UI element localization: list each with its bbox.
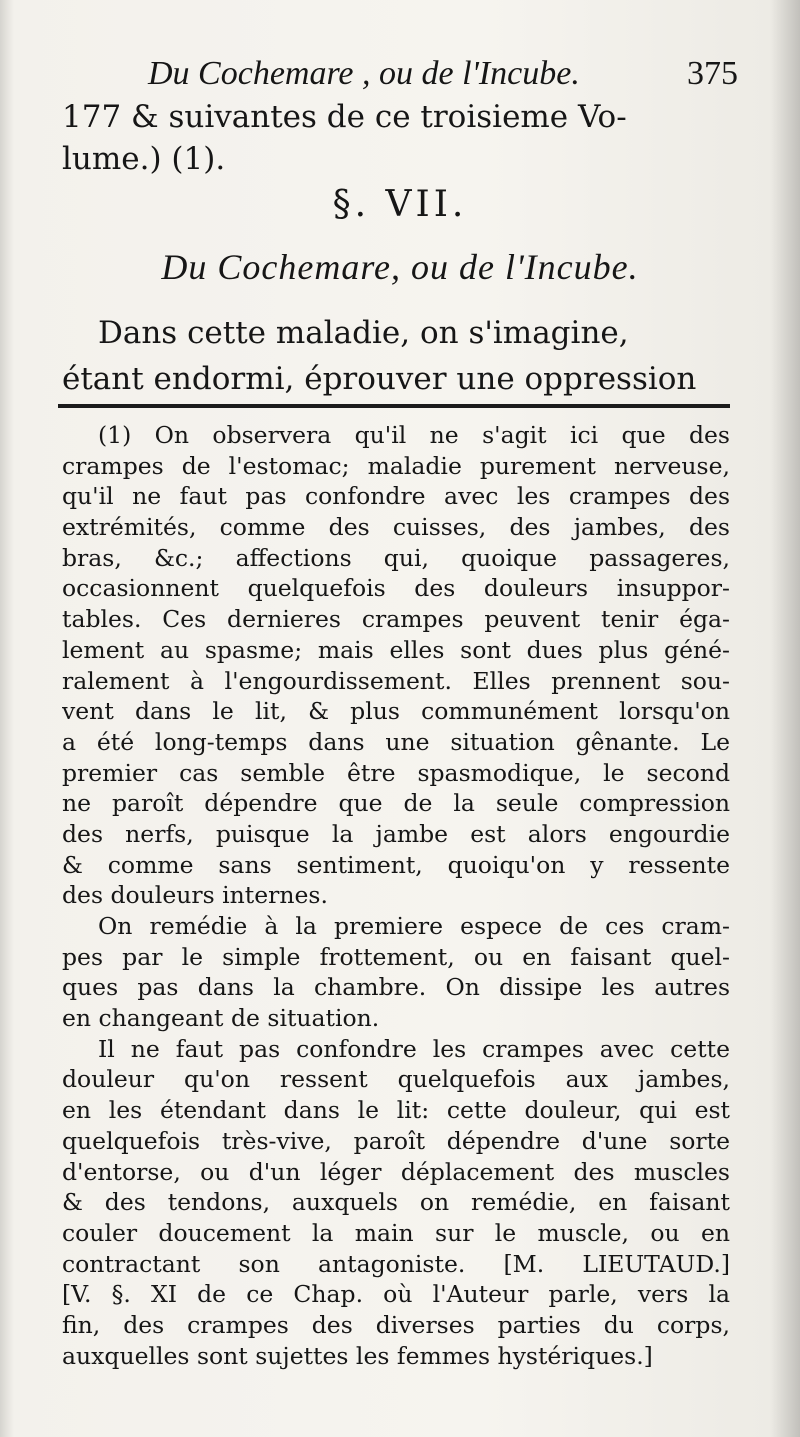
footnote-line: ques pas dans la chambre. On dissipe les autres <box>62 973 730 1002</box>
text-line: Dans cette maladie, on s'imagine, <box>98 315 629 351</box>
footnote-line: en changeant de situation. <box>62 1004 380 1033</box>
footnote-line: crampes de l'estomac; maladie purement nerveuse, <box>62 451 730 480</box>
footnote-line: contractant son antagoniste. [M. LIEUTAUD.] <box>62 1249 730 1278</box>
page-number: 375 <box>687 55 738 92</box>
footnote-line: Il ne faut pas confondre les crampes avec cette <box>98 1034 730 1063</box>
footnote-line: couler doucement la main sur le muscle, ou en <box>62 1218 730 1247</box>
footnote-line: des douleurs internes. <box>62 881 328 910</box>
footnote-line: bras, &c.; affections qui, quoique passageres, <box>62 543 730 572</box>
footnote-line: lement au spasme; mais elles sont dues plus géné- <box>62 635 730 664</box>
footnote-line: des nerfs, puisque la jambe est alors engourdie <box>62 819 730 848</box>
text-line: 177 & suivantes de ce troisieme Vo- <box>62 99 627 135</box>
running-head <box>148 50 738 98</box>
main-paragraph <box>62 310 730 402</box>
footnote-line: On remédie à la premiere espece de ces cram- <box>98 912 730 940</box>
text-line: étant endormi, éprouver une oppression <box>62 361 697 397</box>
footnote-line: quelquefois très-vive, paroît dépendre d'une sorte <box>62 1126 730 1155</box>
footnote-line: & des tendons, auxquels on remédie, en faisant <box>62 1188 730 1217</box>
footnote-line: vent dans le lit, & plus communément lorsqu'on <box>62 697 730 726</box>
footnote-line: premier cas semble être spasmodique, le second <box>62 758 730 787</box>
footnote-line: & comme sans sentiment, quoiqu'on y ressente <box>62 850 730 879</box>
footnote-line: extrémités, comme des cuisses, des jambes, des <box>62 513 730 542</box>
footnote-line: tables. Ces dernieres crampes peuvent tenir éga- <box>62 605 730 634</box>
footnote-line: qu'il ne faut pas confondre avec les crampes des <box>62 482 730 511</box>
footnote-line: pes par le simple frottement, ou en faisant quel- <box>62 942 730 971</box>
footnote-line: fin, des crampes des diverses parties du corps, <box>62 1310 730 1339</box>
footnote-line: occasionnent quelquefois des douleurs insuppor- <box>62 574 730 603</box>
footnote <box>62 420 730 1371</box>
footnote-line: a été long-temps dans une situation gênante. Le <box>62 727 730 756</box>
footnote-line: [V. §. XI de ce Chap. où l'Auteur parle, vers la <box>62 1280 730 1309</box>
section-title: Du Cochemare, ou de l'Incube. <box>161 247 639 287</box>
text-line: lume.) (1). <box>62 141 226 177</box>
footnote-line: en les étendant dans le lit: cette douleur, qui est <box>62 1096 730 1125</box>
continued-text <box>62 96 732 180</box>
footnote-line: ne paroît dépendre que de la seule compression <box>62 789 730 818</box>
footnote-line: auxquelles sont sujettes les femmes hystériques.] <box>62 1341 653 1370</box>
section-number: §. VII. <box>332 184 468 225</box>
footnote-line: douleur qu'on ressent quelquefois aux jambes, <box>62 1065 730 1094</box>
footnote-line: d'entorse, ou d'un léger déplacement des muscles <box>62 1157 730 1186</box>
footnote-rule <box>58 404 730 408</box>
running-head-title: Du Cochemare , ou de l'Incube. <box>148 55 580 92</box>
footnote-line: (1) On observera qu'il ne s'agit ici que des <box>98 421 730 449</box>
footnote-line: ralement à l'engourdissement. Elles prennent sou- <box>62 666 730 695</box>
